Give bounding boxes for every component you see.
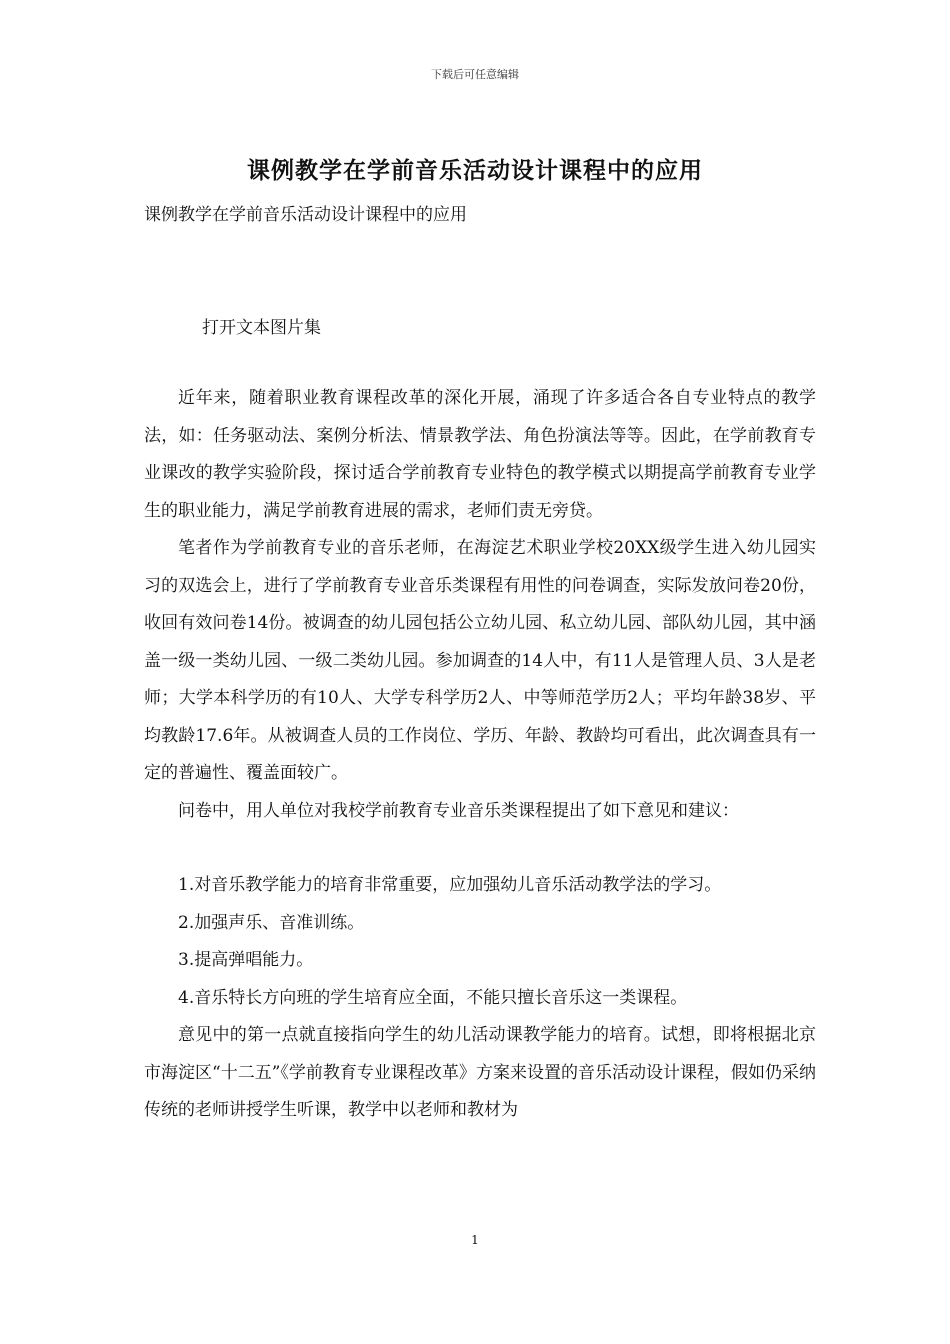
list-item: 3.提高弹唱能力。 (178, 950, 314, 970)
list-item: 1.对音乐教学能力的培育非常重要，应加强幼儿音乐活动教学法的学习。 (178, 875, 722, 895)
document-body (144, 380, 816, 1130)
list-item: 2.加强声乐、音准训练。 (178, 912, 365, 933)
paragraph-intro: 近年来，随着职业教育课程改革的深化开展，涌现了许多适合各自专业特点的教学法，如：任务驱动法、案例分析法、情景教学法、角色扮演法等等。因此，在学前教育专业课改的教学实验阶段，探讨适合学前教育专业特色的教学模式以期提高学前教育专业学生的职业能力，满足学前教育进展的需求，老师们责无旁贷。 (144, 388, 816, 521)
open-image-gallery-link[interactable]: 打开文本图片集 (202, 318, 321, 338)
page-number: 1 (471, 1233, 479, 1247)
list-item: 4.音乐特长方向班的学生培育应全面，不能只擅长音乐这一类课程。 (178, 987, 688, 1008)
paragraph-closing: 意见中的第一点就直接指向学生的幼儿活动课教学能力的培育。试想，即将根据北京市海淀区“十二五”《学前教育专业课程改革》方案来设置的音乐活动设计课程，假如仍采纳传统的老师讲授学生听课，教学中以老师和教材为 (144, 1025, 816, 1120)
document-subtitle: 课例教学在学前音乐活动设计课程中的应用 (144, 205, 467, 225)
suggestion-list (144, 867, 816, 1017)
header-note: 下载后可任意编辑 (431, 68, 519, 81)
document-title: 课例教学在学前音乐活动设计课程中的应用 (247, 157, 703, 184)
paragraph-questionnaire: 问卷中，用人单位对我校学前教育专业音乐类课程提出了如下意见和建议： (178, 800, 739, 821)
paragraph-survey: 笔者作为学前教育专业的音乐老师，在海淀艺术职业学校20XX级学生进入幼儿园实习的双选会上，进行了学前教育专业音乐类课程有用性的问卷调查，实际发放问卷20份，收回有效问卷14份。被调查的幼儿园包括公立幼儿园、私立幼儿园、部队幼儿园，其中涵盖一级一类幼儿园、一级二类幼儿园。参加调查的14人中，有11人是管理人员、3人是老师；大学本科学历的有10人、大学专科学历2人、中等师范学历2人；平均年龄38岁、平均教龄17.6年。从被调查人员的工作岗位、学历、年龄、教龄均可看出，此次调查具有一定的普遍性、覆盖面较广。 (144, 538, 816, 783)
